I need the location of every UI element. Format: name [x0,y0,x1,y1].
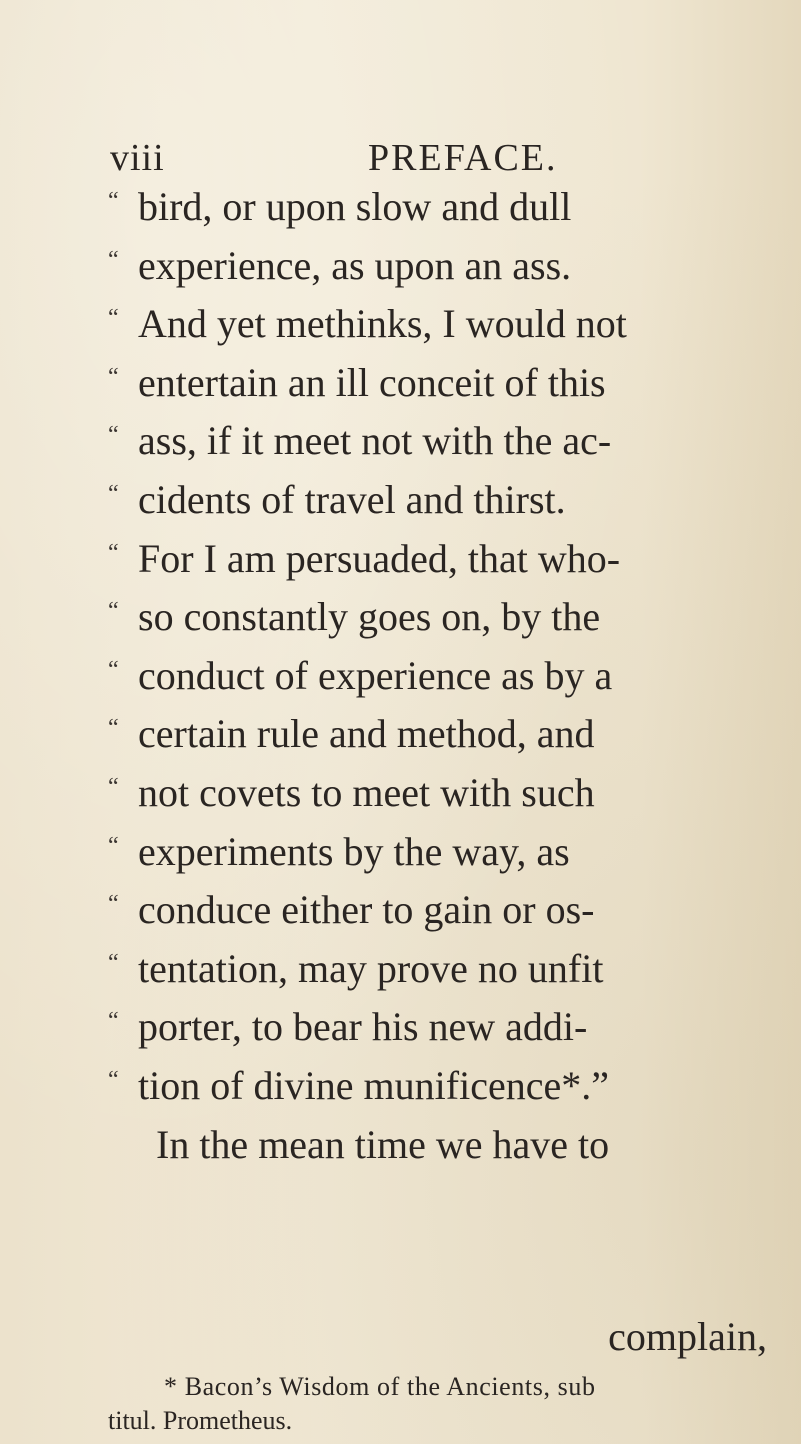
text-line [108,588,768,647]
quote-mark: “ [108,363,119,390]
quote-mark: “ [108,891,119,918]
quote-mark: “ [108,656,119,683]
quote-mark: “ [108,480,119,507]
text-line [108,295,768,354]
page-header [110,138,730,178]
line-text: entertain an ill conceit of this [138,359,606,405]
line-text: conduct of experience as by a [138,652,613,698]
line-text: cidents of travel and thirst. [138,476,566,522]
line-text: not covets to meet with such [138,769,595,815]
line-text: bird, or upon slow and dull [138,184,572,229]
body-text [108,178,768,1174]
text-line [108,178,768,237]
line-text: experience, as upon an ass. [138,242,572,288]
text-line [108,471,768,530]
line-text: In the mean time we have to [156,1121,610,1167]
running-head: PREFACE. [368,137,558,179]
footnote-line: * Bacon’s Wisdom of the Ancients, sub [164,1372,596,1401]
text-line [108,998,768,1057]
quote-mark: “ [108,305,119,332]
quote-mark: “ [108,715,119,742]
line-text: And yet methinks, I would not [138,301,627,347]
line-text: porter, to bear his new addi- [138,1004,588,1050]
text-line [108,881,768,940]
line-text: conduce either to gain or os- [138,887,595,933]
text-line [108,705,768,764]
text-line [108,823,768,882]
line-text: For I am persuaded, that who- [138,535,621,581]
line-text: tion of divine munificence*.” [138,1062,609,1108]
page-number: viii [110,137,165,179]
line-text: certain rule and method, and [138,711,595,757]
text-line [108,354,768,413]
text-line [108,412,768,471]
quote-mark: “ [108,539,119,566]
paragraph-line [108,1116,768,1175]
line-text: tentation, may prove no unfit [138,945,604,991]
text-line [108,530,768,589]
text-line [108,940,768,999]
quote-mark: “ [108,598,119,625]
quote-mark: “ [108,1008,119,1035]
line-text: ass, if it meet not with the ac- [138,418,612,464]
text-line [108,237,768,296]
line-text: experiments by the way, as [138,828,570,874]
text-line [108,1057,768,1116]
quote-mark: “ [108,422,119,449]
text-line [108,647,768,706]
footnote [108,1370,768,1438]
line-text: so constantly goes on, by the [138,594,601,640]
quote-mark: “ [108,949,119,976]
quote-mark: “ [108,246,119,273]
text-line [108,764,768,823]
quote-mark: “ [108,1066,119,1093]
quote-mark: “ [108,832,119,859]
quote-mark: “ [108,773,119,800]
quote-mark: “ [108,188,119,214]
footnote-line: titul. Prometheus. [108,1406,293,1435]
catchword: complain, [608,1314,767,1359]
